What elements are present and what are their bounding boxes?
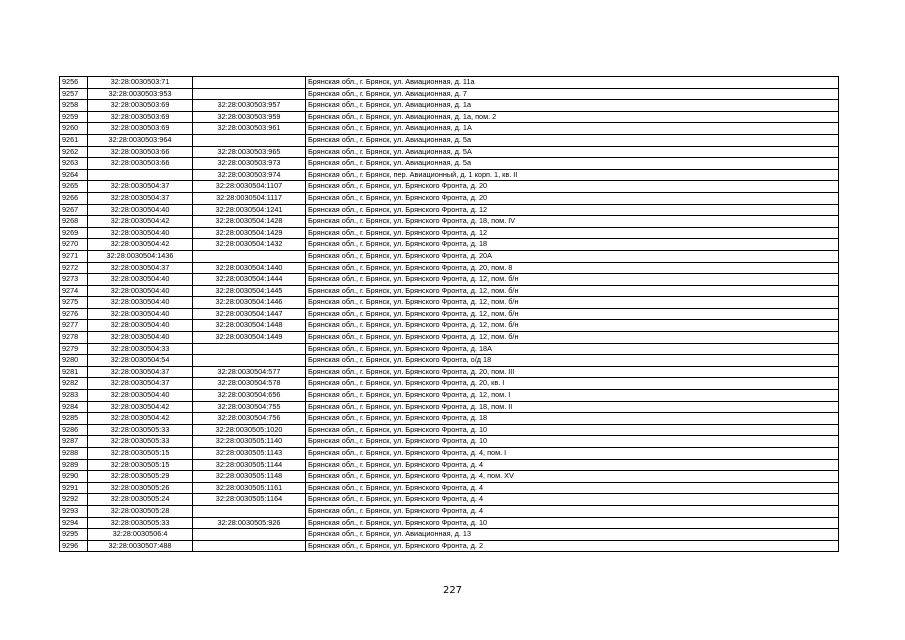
table-row — [60, 505, 839, 517]
linked-cadastral-number-cell — [193, 250, 306, 262]
cadastral-number-cell: 32:28:0030505:15 — [88, 459, 193, 471]
cadastral-number-cell: 32:28:0030505:28 — [88, 505, 193, 517]
cadastral-number-cell: 32:28:0030505:15 — [88, 448, 193, 460]
row-number-cell: 9281 — [60, 366, 88, 378]
linked-cadastral-number-cell — [193, 77, 306, 89]
row-number-cell: 9292 — [60, 494, 88, 506]
cadastral-number-cell: 32:28:0030505:24 — [88, 494, 193, 506]
table-row — [60, 517, 839, 529]
table-row — [60, 424, 839, 436]
row-number-cell: 9284 — [60, 401, 88, 413]
linked-cadastral-number-cell: 32:28:0030504:1444 — [193, 274, 306, 286]
row-number-cell: 9295 — [60, 529, 88, 541]
linked-cadastral-number-cell: 32:28:0030503:957 — [193, 100, 306, 112]
row-number-cell: 9277 — [60, 320, 88, 332]
address-cell: Брянская обл., г. Брянск, ул. Брянского Фронта, д. 12 — [306, 204, 839, 216]
row-number-cell: 9285 — [60, 413, 88, 425]
row-number-cell: 9256 — [60, 77, 88, 89]
table-row — [60, 401, 839, 413]
cadastral-number-cell: 32:28:0030503:69 — [88, 111, 193, 123]
row-number-cell: 9273 — [60, 274, 88, 286]
table-row — [60, 158, 839, 170]
linked-cadastral-number-cell: 32:28:0030505:926 — [193, 517, 306, 529]
table-row — [60, 320, 839, 332]
row-number-cell: 9260 — [60, 123, 88, 135]
table-row — [60, 88, 839, 100]
cadastral-number-cell: 32:28:0030504:40 — [88, 308, 193, 320]
linked-cadastral-number-cell: 32:28:0030503:973 — [193, 158, 306, 170]
linked-cadastral-number-cell — [193, 88, 306, 100]
table-row — [60, 250, 839, 262]
cadastral-number-cell: 32:28:0030504:37 — [88, 378, 193, 390]
row-number-cell: 9263 — [60, 158, 88, 170]
address-cell: Брянская обл., г. Брянск, ул. Брянского Фронта, д. 10 — [306, 424, 839, 436]
linked-cadastral-number-cell: 32:28:0030504:1445 — [193, 285, 306, 297]
table-row — [60, 343, 839, 355]
address-cell: Брянская обл., г. Брянск, ул. Брянского Фронта, д. 4, пом. XV — [306, 471, 839, 483]
address-cell: Брянская обл., г. Брянск, ул. Брянского Фронта, д. 18, пом. IV — [306, 216, 839, 228]
row-number-cell: 9294 — [60, 517, 88, 529]
row-number-cell: 9289 — [60, 459, 88, 471]
row-number-cell: 9257 — [60, 88, 88, 100]
row-number-cell: 9279 — [60, 343, 88, 355]
row-number-cell: 9290 — [60, 471, 88, 483]
cadastral-number-cell: 32:28:0030504:42 — [88, 401, 193, 413]
row-number-cell: 9288 — [60, 448, 88, 460]
address-cell: Брянская обл., г. Брянск, ул. Брянского Фронта, д. 12, пом. I — [306, 390, 839, 402]
row-number-cell: 9296 — [60, 540, 88, 552]
address-cell: Брянская обл., г. Брянск, ул. Брянского Фронта, д. 20А — [306, 250, 839, 262]
linked-cadastral-number-cell: 32:28:0030503:961 — [193, 123, 306, 135]
address-cell: Брянская обл., г. Брянск, ул. Авиационная, д. 13 — [306, 529, 839, 541]
address-cell: Брянская обл., г. Брянск, ул. Брянского Фронта, д. 12, пом. б/н — [306, 308, 839, 320]
row-number-cell: 9275 — [60, 297, 88, 309]
address-cell: Брянская обл., г. Брянск, ул. Брянского Фронта, д. 20, пом. 8 — [306, 262, 839, 274]
cadastral-number-cell: 32:28:0030504:40 — [88, 274, 193, 286]
linked-cadastral-number-cell — [193, 134, 306, 146]
linked-cadastral-number-cell — [193, 505, 306, 517]
linked-cadastral-number-cell: 32:28:0030504:1447 — [193, 308, 306, 320]
address-cell: Брянская обл., г. Брянск, ул. Брянского Фронта, д. 12, пом. б/н — [306, 274, 839, 286]
table-row — [60, 297, 839, 309]
cadastral-number-cell: 32:28:0030504:1436 — [88, 250, 193, 262]
cadastral-number-cell: 32:28:0030503:69 — [88, 123, 193, 135]
linked-cadastral-number-cell: 32:28:0030503:959 — [193, 111, 306, 123]
address-cell: Брянская обл., г. Брянск, ул. Авиационная, д. 1а, пом. 2 — [306, 111, 839, 123]
cadastral-number-cell: 32:28:0030504:42 — [88, 216, 193, 228]
linked-cadastral-number-cell: 32:28:0030504:1241 — [193, 204, 306, 216]
cadastral-number-cell: 32:28:0030504:37 — [88, 366, 193, 378]
linked-cadastral-number-cell: 32:28:0030504:578 — [193, 378, 306, 390]
linked-cadastral-number-cell: 32:28:0030504:1440 — [193, 262, 306, 274]
cadastral-number-cell: 32:28:0030503:964 — [88, 134, 193, 146]
linked-cadastral-number-cell: 32:28:0030504:1107 — [193, 181, 306, 193]
linked-cadastral-number-cell: 32:28:0030504:1432 — [193, 239, 306, 251]
table-row — [60, 540, 839, 552]
address-cell: Брянская обл., г. Брянск, ул. Авиационная, д. 7 — [306, 88, 839, 100]
address-cell: Брянская обл., г. Брянск, ул. Брянского Фронта, д. 10 — [306, 517, 839, 529]
address-cell: Брянская обл., г. Брянск, ул. Брянского Фронта, д. 20 — [306, 192, 839, 204]
address-cell: Брянская обл., г. Брянск, ул. Авиационная, д. 1А — [306, 123, 839, 135]
row-number-cell: 9262 — [60, 146, 88, 158]
table-row — [60, 390, 839, 402]
cadastral-number-cell: 32:28:0030504:37 — [88, 181, 193, 193]
linked-cadastral-number-cell: 32:28:0030505:1140 — [193, 436, 306, 448]
address-cell: Брянская обл., г. Брянск, ул. Авиационная, д. 1а — [306, 100, 839, 112]
linked-cadastral-number-cell: 32:28:0030504:1117 — [193, 192, 306, 204]
cadastral-number-cell: 32:28:0030504:37 — [88, 192, 193, 204]
table-row — [60, 204, 839, 216]
address-cell: Брянская обл., г. Брянск, ул. Брянского Фронта, д. 4, пом. I — [306, 448, 839, 460]
cadastral-number-cell: 32:28:0030504:40 — [88, 390, 193, 402]
table-row — [60, 366, 839, 378]
cadastral-number-cell: 32:28:0030503:71 — [88, 77, 193, 89]
linked-cadastral-number-cell — [193, 343, 306, 355]
page-number: 227 — [442, 585, 463, 596]
table-row — [60, 482, 839, 494]
cadastral-number-cell: 32:28:0030504:40 — [88, 204, 193, 216]
table-row — [60, 181, 839, 193]
linked-cadastral-number-cell: 32:28:0030505:1020 — [193, 424, 306, 436]
table-row — [60, 274, 839, 286]
linked-cadastral-number-cell — [193, 540, 306, 552]
linked-cadastral-number-cell: 32:28:0030504:1446 — [193, 297, 306, 309]
row-number-cell: 9283 — [60, 390, 88, 402]
cadastral-number-cell: 32:28:0030504:42 — [88, 413, 193, 425]
row-number-cell: 9286 — [60, 424, 88, 436]
linked-cadastral-number-cell: 32:28:0030504:1428 — [193, 216, 306, 228]
table-row — [60, 262, 839, 274]
cadastral-number-cell: 32:28:0030503:66 — [88, 158, 193, 170]
table-row — [60, 529, 839, 541]
address-cell: Брянская обл., г. Брянск, ул. Брянского Фронта, д. 4 — [306, 505, 839, 517]
address-cell: Брянская обл., г. Брянск, ул. Брянского Фронта, о/д 18 — [306, 355, 839, 367]
row-number-cell: 9272 — [60, 262, 88, 274]
row-number-cell: 9291 — [60, 482, 88, 494]
table-row — [60, 332, 839, 344]
cadastral-number-cell — [88, 169, 193, 181]
address-cell: Брянская обл., г. Брянск, ул. Брянского Фронта, д. 4 — [306, 459, 839, 471]
table-row — [60, 436, 839, 448]
linked-cadastral-number-cell: 32:28:0030504:1429 — [193, 227, 306, 239]
address-cell: Брянская обл., г. Брянск, ул. Брянского Фронта, д. 18, пом. II — [306, 401, 839, 413]
address-cell: Брянская обл., г. Брянск, ул. Брянского Фронта, д. 20, кв. I — [306, 378, 839, 390]
row-number-cell: 9267 — [60, 204, 88, 216]
row-number-cell: 9282 — [60, 378, 88, 390]
cadastral-number-cell: 32:28:0030503:953 — [88, 88, 193, 100]
row-number-cell: 9261 — [60, 134, 88, 146]
cadastral-number-cell: 32:28:0030504:40 — [88, 227, 193, 239]
linked-cadastral-number-cell: 32:28:0030504:656 — [193, 390, 306, 402]
table-row — [60, 146, 839, 158]
table-row — [60, 77, 839, 89]
cadastral-number-cell: 32:28:0030505:26 — [88, 482, 193, 494]
cadastral-number-cell: 32:28:0030505:29 — [88, 471, 193, 483]
row-number-cell: 9274 — [60, 285, 88, 297]
cadastral-number-cell: 32:28:0030504:40 — [88, 332, 193, 344]
table-row — [60, 239, 839, 251]
table-row — [60, 308, 839, 320]
address-cell: Брянская обл., г. Брянск, ул. Брянского Фронта, д. 18 — [306, 239, 839, 251]
address-cell: Брянская обл., г. Брянск, ул. Брянского Фронта, д. 4 — [306, 494, 839, 506]
table-row — [60, 134, 839, 146]
row-number-cell: 9258 — [60, 100, 88, 112]
cadastral-number-cell: 32:28:0030503:66 — [88, 146, 193, 158]
address-cell: Брянская обл., г. Брянск, ул. Брянского Фронта, д. 2 — [306, 540, 839, 552]
row-number-cell: 9265 — [60, 181, 88, 193]
row-number-cell: 9268 — [60, 216, 88, 228]
row-number-cell: 9280 — [60, 355, 88, 367]
cadastral-number-cell: 32:28:0030504:54 — [88, 355, 193, 367]
row-number-cell: 9271 — [60, 250, 88, 262]
table-row — [60, 123, 839, 135]
address-cell: Брянская обл., г. Брянск, ул. Авиационная, д. 11а — [306, 77, 839, 89]
row-number-cell: 9278 — [60, 332, 88, 344]
address-cell: Брянская обл., г. Брянск, ул. Брянского Фронта, д. 10 — [306, 436, 839, 448]
cadastral-number-cell: 32:28:0030503:69 — [88, 100, 193, 112]
linked-cadastral-number-cell: 32:28:0030505:1161 — [193, 482, 306, 494]
table-row — [60, 355, 839, 367]
registry-table-body — [60, 77, 839, 552]
table-row — [60, 216, 839, 228]
linked-cadastral-number-cell: 32:28:0030503:974 — [193, 169, 306, 181]
linked-cadastral-number-cell: 32:28:0030505:1143 — [193, 448, 306, 460]
address-cell: Брянская обл., г. Брянск, ул. Брянского Фронта, д. 20, пом. III — [306, 366, 839, 378]
cadastral-number-cell: 32:28:0030504:37 — [88, 262, 193, 274]
address-cell: Брянская обл., г. Брянск, ул. Брянского Фронта, д. 18А — [306, 343, 839, 355]
table-row — [60, 494, 839, 506]
table-row — [60, 378, 839, 390]
address-cell: Брянская обл., г. Брянск, ул. Брянского Фронта, д. 20 — [306, 181, 839, 193]
address-cell: Брянская обл., г. Брянск, ул. Брянского Фронта, д. 12, пом. б/н — [306, 285, 839, 297]
address-cell: Брянская обл., г. Брянск, ул. Брянского Фронта, д. 12, пом. б/н — [306, 332, 839, 344]
table-row — [60, 169, 839, 181]
linked-cadastral-number-cell: 32:28:0030504:756 — [193, 413, 306, 425]
row-number-cell: 9269 — [60, 227, 88, 239]
table-row — [60, 448, 839, 460]
cadastral-number-cell: 32:28:0030504:33 — [88, 343, 193, 355]
row-number-cell: 9266 — [60, 192, 88, 204]
cadastral-number-cell: 32:28:0030506:4 — [88, 529, 193, 541]
cadastral-number-cell: 32:28:0030504:40 — [88, 297, 193, 309]
table-row — [60, 413, 839, 425]
linked-cadastral-number-cell: 32:28:0030503:965 — [193, 146, 306, 158]
address-cell: Брянская обл., г. Брянск, ул. Авиационная, д. 5а — [306, 158, 839, 170]
address-cell: Брянская обл., г. Брянск, ул. Брянского Фронта, д. 4 — [306, 482, 839, 494]
cadastral-number-cell: 32:28:0030505:33 — [88, 517, 193, 529]
table-row — [60, 100, 839, 112]
address-cell: Брянская обл., г. Брянск, ул. Брянского Фронта, д. 12, пом. б/н — [306, 320, 839, 332]
row-number-cell: 9270 — [60, 239, 88, 251]
address-cell: Брянская обл., г. Брянск, ул. Авиационная, д. 5а — [306, 134, 839, 146]
table-row — [60, 285, 839, 297]
cadastral-number-cell: 32:28:0030505:33 — [88, 436, 193, 448]
row-number-cell: 9293 — [60, 505, 88, 517]
table-row — [60, 471, 839, 483]
table-row — [60, 227, 839, 239]
cadastral-number-cell: 32:28:0030504:40 — [88, 320, 193, 332]
row-number-cell: 9259 — [60, 111, 88, 123]
address-cell: Брянская обл., г. Брянск, ул. Брянского Фронта, д. 18 — [306, 413, 839, 425]
registry-table — [59, 76, 839, 552]
linked-cadastral-number-cell — [193, 529, 306, 541]
address-cell: Брянская обл., г. Брянск, ул. Авиационная, д. 5А — [306, 146, 839, 158]
address-cell: Брянская обл., г. Брянск, пер. Авиационный, д. 1 корп. 1, кв. II — [306, 169, 839, 181]
row-number-cell: 9287 — [60, 436, 88, 448]
cadastral-number-cell: 32:28:0030505:33 — [88, 424, 193, 436]
linked-cadastral-number-cell: 32:28:0030505:1164 — [193, 494, 306, 506]
address-cell: Брянская обл., г. Брянск, ул. Брянского Фронта, д. 12, пом. б/н — [306, 297, 839, 309]
cadastral-number-cell: 32:28:0030504:40 — [88, 285, 193, 297]
address-cell: Брянская обл., г. Брянск, ул. Брянского Фронта, д. 12 — [306, 227, 839, 239]
linked-cadastral-number-cell: 32:28:0030504:755 — [193, 401, 306, 413]
linked-cadastral-number-cell: 32:28:0030504:1448 — [193, 320, 306, 332]
cadastral-number-cell: 32:28:0030504:42 — [88, 239, 193, 251]
row-number-cell: 9276 — [60, 308, 88, 320]
table-row — [60, 459, 839, 471]
linked-cadastral-number-cell: 32:28:0030504:577 — [193, 366, 306, 378]
linked-cadastral-number-cell: 32:28:0030504:1449 — [193, 332, 306, 344]
cadastral-number-cell: 32:28:0030507:488 — [88, 540, 193, 552]
linked-cadastral-number-cell: 32:28:0030505:1144 — [193, 459, 306, 471]
table-row — [60, 192, 839, 204]
table-row — [60, 111, 839, 123]
linked-cadastral-number-cell: 32:28:0030505:1148 — [193, 471, 306, 483]
row-number-cell: 9264 — [60, 169, 88, 181]
linked-cadastral-number-cell — [193, 355, 306, 367]
